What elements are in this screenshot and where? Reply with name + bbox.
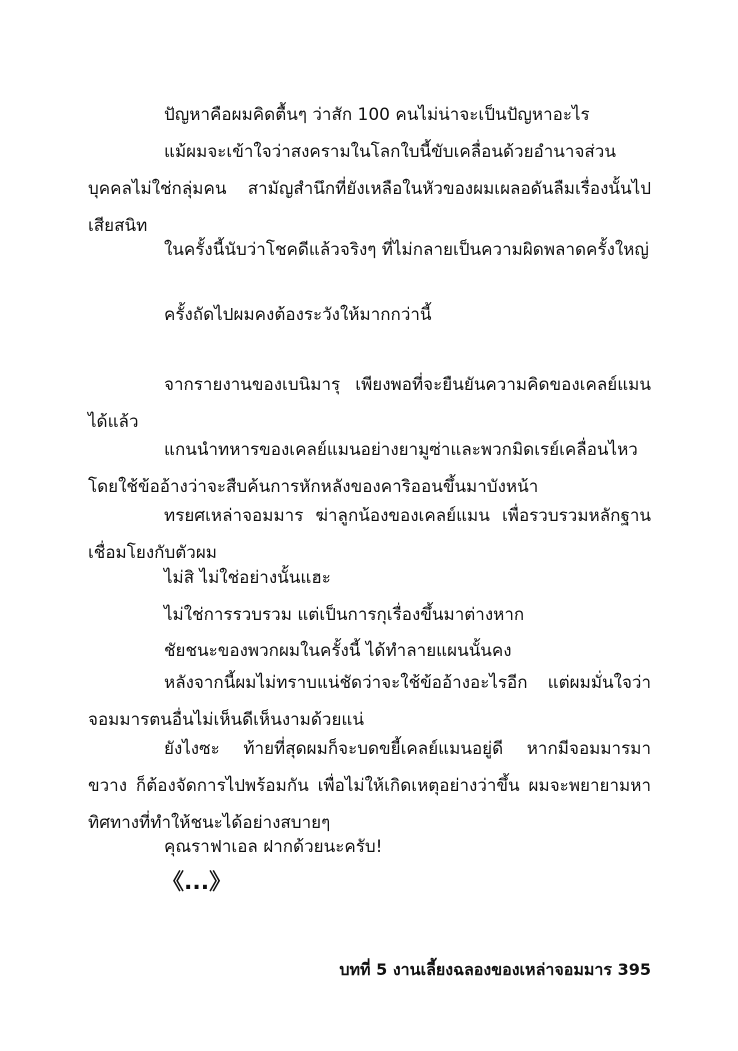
paragraph-1: ปัญหาคือผมคิดตื้นๆ ว่าสัก 100 คนไม่น่าจะเป็นปัญหาอะไร <box>164 105 590 125</box>
footer-page-number: 395 <box>617 960 651 979</box>
paragraph-11: หลังจากนี้ผมไม่ทราบแน่ชัดว่าจะใช้ข้ออ้างอะไรอีก แต่ผมมั่นใจว่าจอมมารตนอื่นไม่เห็นดีเห็นงามด้วยแน่ <box>88 673 651 730</box>
paragraph-9: ไม่ใช่การรวบรวม แต่เป็นการกุเรื่องขึ้นมาต่างหาก <box>164 605 525 625</box>
paragraph-4: ครั้งถัดไปผมคงต้องระวังให้มากกว่านี้ <box>164 305 432 325</box>
paragraph-8: ไม่สิ ไม่ใช่อย่างนั้นแฮะ <box>164 568 331 588</box>
paragraph-7: ทรยศเหล่าจอมมาร ฆ่าลูกน้องของเคลย์แมน เพื่อรวบรวมหลักฐานเชื่อมโยงกับตัวผม <box>88 506 651 563</box>
section-break-marker: 《...》 <box>162 870 232 895</box>
paragraph-12: ยังไงซะ ท้ายที่สุดผมก็จะบดขยี้เคลย์แมนอยู่ดี หากมีจอมมารมาขวาง ก็ต้องจัดการไปพร้อมกัน เพื่อไม่ให้เกิดเหตุอย่างว่าขึ้น ผมจะพยายามหาทิศทางที่ทำให้ชนะได้อย่างสบายๆ <box>88 739 651 833</box>
paragraph-5: จากรายงานของเบนิมารุ เพียงพอที่จะยืนยันความคิดของเคลย์แมนได้แล้ว <box>88 375 651 432</box>
footer-chapter-title: บทที่ 5 งานเลี้ยงฉลองของเหล่าจอมมาร <box>339 960 613 979</box>
paragraph-2: แม้ผมจะเข้าใจว่าสงครามในโลกใบนี้ขับเคลื่อนด้วยอำนาจส่วนบุคคลไม่ใช่กลุ่มคน สามัญสำนึกที่ยังเหลือในหัวของผมเผลอดันลืมเรื่องนั้นไปเสียสนิท <box>88 142 651 236</box>
page-footer <box>339 955 651 985</box>
paragraph-3: ในครั้งนี้นับว่าโชคดีแล้วจริงๆ ที่ไม่กลายเป็นความผิดพลาดครั้งใหญ่ <box>164 240 649 260</box>
paragraph-10: ชัยชนะของพวกผมในครั้งนี้ ได้ทำลายแผนนั้นคง <box>164 641 512 661</box>
paragraph-13: คุณราฟาเอล ฝากด้วยนะครับ! <box>164 837 383 857</box>
paragraph-6: แกนนำทหารของเคลย์แมนอย่างยามูซ่าและพวกมิดเรย์เคลื่อนไหวโดยใช้ข้ออ้างว่าจะสืบค้นการหักหลังของคาริออนขึ้นมาบังหน้า <box>88 440 638 497</box>
